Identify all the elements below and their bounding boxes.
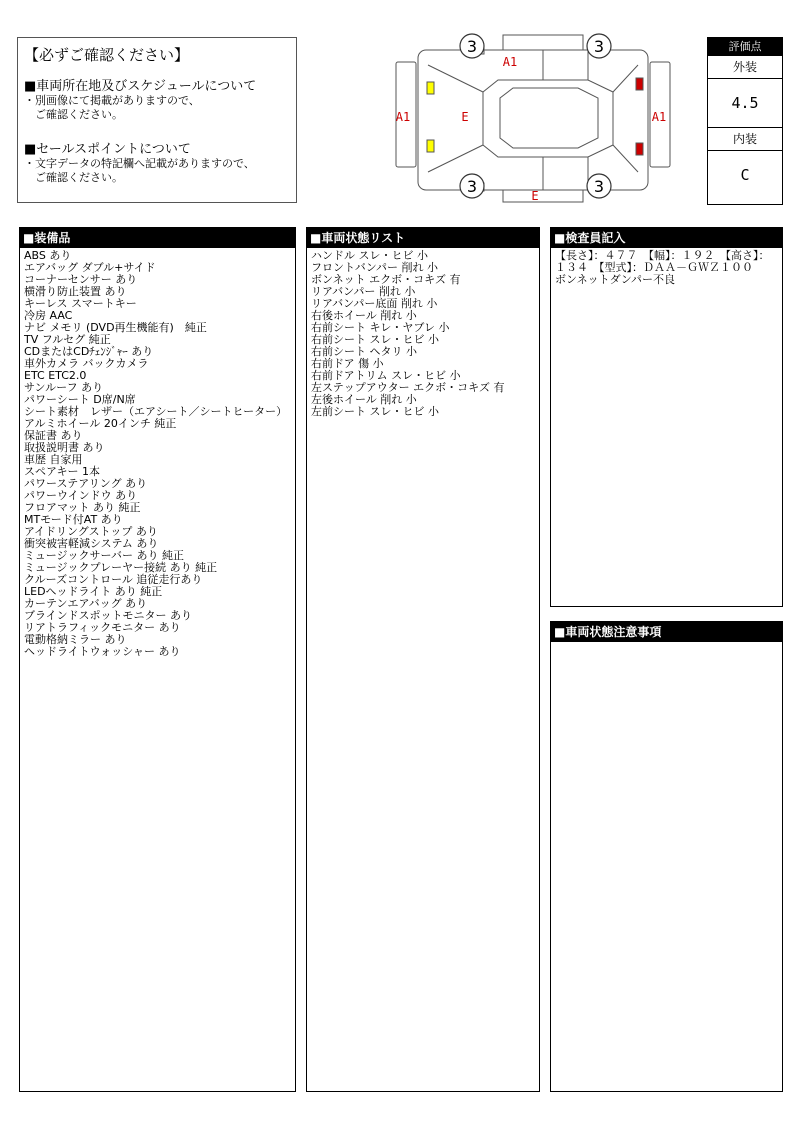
condition-item: 左ステップアウター エクボ・コキズ 有: [311, 381, 505, 394]
equipment-item: スペアキー 1本: [24, 465, 101, 478]
equipment-item: ミュージックプレーヤー接続 あり 純正: [24, 561, 218, 574]
equipment-item: ナビ メモリ (DVD再生機能有) 純正: [24, 321, 207, 334]
notice-title: 【必ずご確認ください】: [24, 46, 190, 64]
equipment-item: コーナーセンサー あり: [24, 273, 138, 286]
tire-front-left-mark: 3: [466, 37, 478, 56]
condition-item: 右前ドアトリム スレ・ヒビ 小: [311, 369, 461, 382]
condition-item: 右前シート ヘタリ 小: [311, 345, 417, 358]
vehicle-dimensions-text: 【長さ】：４７７ 【幅】：１９２ 【高さ】：１３４ 【型式】：ＤＡＡ－ＧＷＺ１００: [555, 249, 770, 274]
location-schedule-heading: ■車両所在地及びスケジュールについて: [24, 79, 257, 94]
hood-damage-mark: E: [461, 110, 469, 124]
condition-item: リアバンパー 削れ 小: [311, 285, 416, 298]
caution-header: ■車両状態注意事項: [551, 622, 782, 642]
equipment-item: パワーシート D席/N席: [24, 393, 136, 406]
equipment-item: 衝突被害軽減システム あり: [24, 537, 159, 550]
condition-item: 右前ドア 傷 小: [311, 357, 384, 370]
equipment-item: パワーウインドウ あり: [24, 489, 138, 502]
equipment-item: 保証書 あり: [24, 429, 83, 442]
condition-item: リアバンパー底面 削れ 小: [311, 297, 438, 310]
tire-front-right-mark: 3: [593, 37, 605, 56]
exterior-label: 外装: [708, 56, 782, 79]
equipment-item: リアトラフィックモニター あり: [24, 621, 181, 634]
equipment-item: 電動格納ミラー あり: [24, 633, 127, 646]
equipment-item: 車外カメラ バックカメラ: [24, 357, 149, 370]
interior-label: 内装: [708, 128, 782, 151]
front-damage-mark: A1: [395, 110, 411, 124]
equipment-item: シート素材 レザー（エアシート／シートヒーター）: [24, 405, 288, 418]
equipment-list: [20, 248, 295, 660]
equipment-item: エアバッグ ダブル+サイド: [24, 261, 156, 274]
equipment-item: 取扱説明書 あり: [24, 441, 105, 454]
equipment-item: キーレス スマートキー: [24, 297, 137, 310]
equipment-item: 車歴 自家用: [24, 453, 83, 466]
rating-box: [707, 37, 783, 205]
condition-item: フロントバンパー 削れ 小: [311, 261, 439, 274]
equipment-item: ヘッドライトウォッシャー あり: [24, 645, 181, 658]
equipment-item: CDまたはCDﾁｪﾝｼﾞｬｰ あり: [24, 345, 154, 358]
equipment-item: ABS あり: [24, 249, 72, 262]
caution-body: [551, 642, 782, 646]
equipment-item: サンルーフ あり: [24, 381, 104, 394]
equipment-item: 横滑り防止装置 あり: [24, 285, 127, 298]
sales-point-line: ご確認ください。: [24, 171, 123, 184]
notice-box: [17, 37, 297, 203]
inspector-panel: [550, 227, 783, 607]
location-schedule-line: ・別画像にて掲載がありますので、: [24, 94, 200, 107]
condition-item: 右後ホイール 削れ 小: [311, 309, 417, 322]
equipment-item: クルーズコントロール 追従走行あり: [24, 573, 203, 586]
bottom-damage-mark: E: [531, 189, 539, 203]
inspector-header: ■検査員記入: [551, 228, 782, 248]
rating-header: 評価点: [708, 38, 782, 56]
equipment-item: アイドリングストップ あり: [24, 525, 158, 538]
equipment-item: ブラインドスポットモニター あり: [24, 609, 193, 622]
roof-damage-mark: A1: [502, 55, 518, 69]
condition-item: 右前シート スレ・ヒビ 小: [311, 333, 439, 346]
rear-damage-mark: A1: [651, 110, 667, 124]
caution-panel: [550, 621, 783, 1092]
condition-item: 左後ホイール 削れ 小: [311, 393, 417, 406]
sales-point-heading: ■セールスポイントについて: [24, 142, 191, 157]
condition-item: 右前シート キレ・ヤブレ 小: [311, 321, 450, 334]
equipment-item: ミュージックサーバー あり 純正: [24, 549, 185, 562]
equipment-item: ETC ETC2.0: [24, 369, 87, 382]
equipment-header: ■装備品: [20, 228, 295, 248]
tire-rear-right-mark: 3: [593, 177, 605, 196]
location-schedule-line: ご確認ください。: [24, 108, 123, 121]
equipment-item: フロアマット あり 純正: [24, 501, 141, 514]
condition-item: ボンネット エクボ・コキズ 有: [311, 273, 461, 286]
condition-item: 左前シート スレ・ヒビ 小: [311, 405, 439, 418]
equipment-panel: [19, 227, 296, 1092]
exterior-score: 4.5: [708, 79, 782, 128]
sales-point-line: ・文字データの特記欄へ記載がありますので、: [24, 157, 255, 170]
equipment-item: 冷房 AAC: [24, 309, 73, 322]
interior-score: C: [740, 166, 750, 184]
condition-item: ハンドル スレ・ヒビ 小: [311, 249, 428, 262]
car-damage-diagram: [388, 30, 678, 205]
inspector-note: ボンネットダンパー不良: [555, 273, 676, 286]
equipment-item: LEDヘッドライト あり 純正: [24, 585, 163, 598]
condition-list: [307, 248, 539, 420]
equipment-item: カーテンエアバッグ あり: [24, 597, 148, 610]
equipment-item: パワーステアリング あり: [24, 477, 148, 490]
equipment-item: MTモード付AT あり: [24, 513, 123, 526]
tire-rear-left-mark: 3: [466, 177, 478, 196]
condition-panel: [306, 227, 540, 1092]
equipment-item: TV フルセグ 純正: [24, 333, 111, 346]
inspector-body: [551, 248, 782, 288]
equipment-item: アルミホイール 20インチ 純正: [24, 417, 177, 430]
condition-header: ■車両状態リスト: [307, 228, 539, 248]
